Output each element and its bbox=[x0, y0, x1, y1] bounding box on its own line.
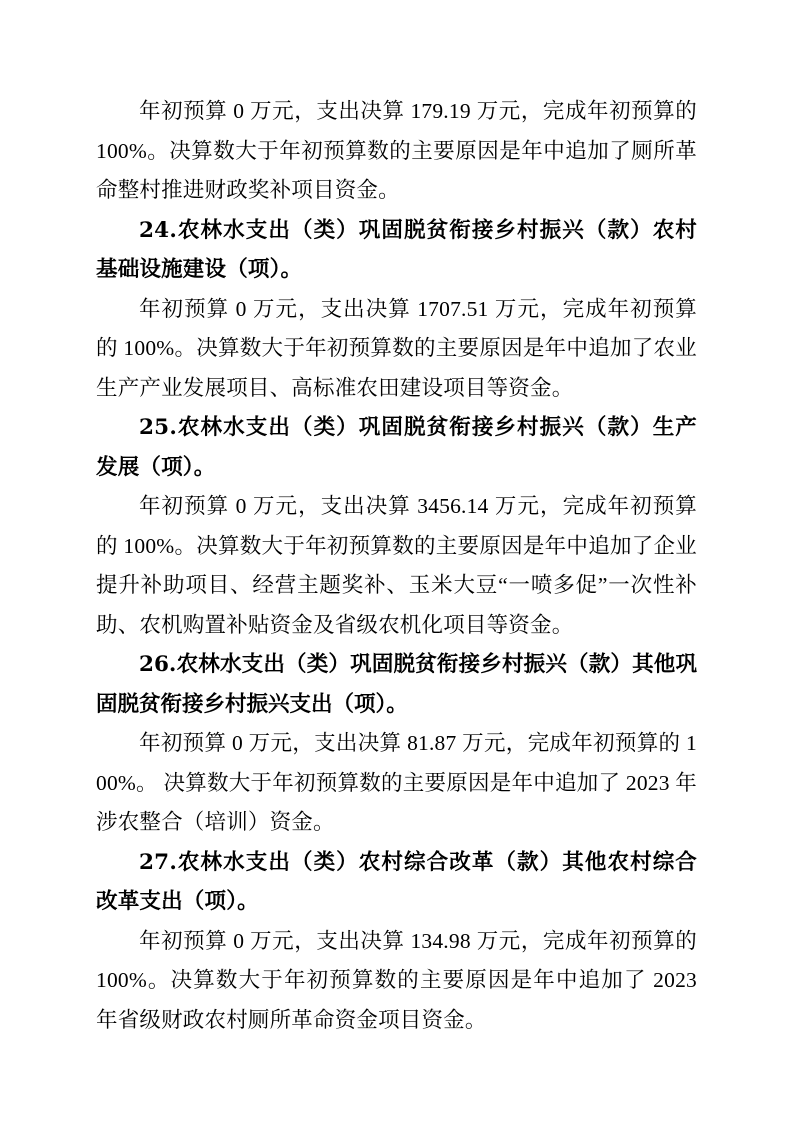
paragraph-item-25-detail: 年初预算 0 万元，支出决算 3456.14 万元，完成年初预算的 100%。决算数大于年初预算数的主要原因是年中追加了企业提升补助项目、经营主题奖补、玉米大豆“一喷多促”一次性补助、农机购置补贴资金及省级农机化项目等资金。 bbox=[96, 494, 697, 637]
paragraph-item-27-detail: 年初预算 0 万元，支出决算 134.98 万元，完成年初预算的 100%。决算数大于年初预算数的主要原因是年中追加了 2023 年省级财政农村厕所革命资金项目资金。 bbox=[96, 928, 697, 1032]
heading-item-26: 26.农林水支出（类）巩固脱贫衔接乡村振兴（款）其他巩固脱贫衔接乡村振兴支出（项）。 bbox=[96, 652, 697, 717]
heading-item-25: 25.农林水支出（类）巩固脱贫衔接乡村振兴（款）生产发展（项）。 bbox=[96, 415, 697, 480]
paragraph-item-23-detail: 年初预算 0 万元，支出决算 179.19 万元，完成年初预算的 100%。决算数大于年初预算数的主要原因是年中追加了厕所革命整村推进财政奖补项目资金。 bbox=[96, 99, 697, 202]
paragraph-item-26-detail: 年初预算 0 万元，支出决算 81.87 万元，完成年初预算的 100%。 决算数大于年初预算数的主要原因是年中追加了 2023 年涉农整合（培训）资金。 bbox=[96, 731, 697, 834]
heading-item-24: 24.农林水支出（类）巩固脱贫衔接乡村振兴（款）农村基础设施建设（项）。 bbox=[96, 217, 697, 282]
document-body bbox=[96, 92, 697, 1040]
paragraph-item-24-detail: 年初预算 0 万元，支出决算 1707.51 万元，完成年初预算的 100%。决算数大于年初预算数的主要原因是年中追加了农业生产产业发展项目、高标准农田建设项目等资金。 bbox=[96, 296, 697, 400]
heading-item-27: 27.农林水支出（类）农村综合改革（款）其他农村综合改革支出（项）。 bbox=[96, 849, 697, 914]
